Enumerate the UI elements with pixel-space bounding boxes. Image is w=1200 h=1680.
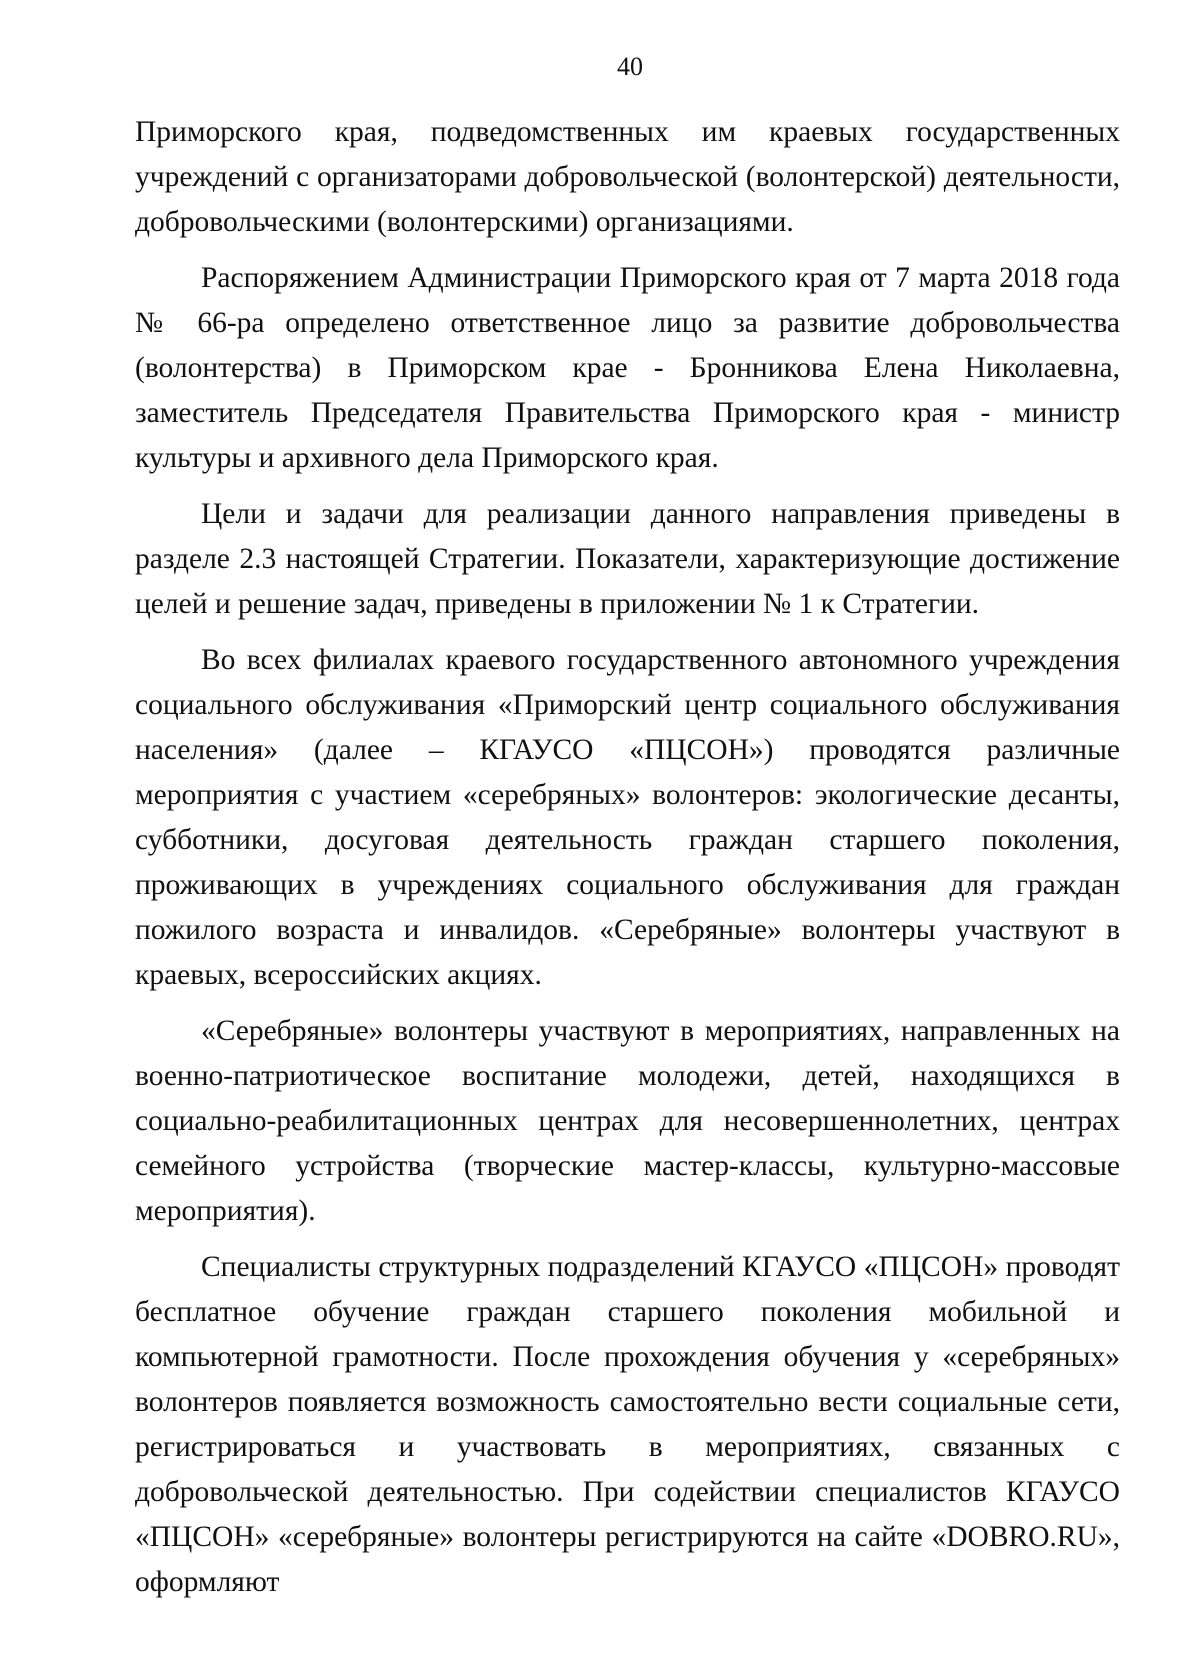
document-body — [135, 110, 1120, 1605]
paragraph-branches-activities: Во всех филиалах краевого государственного автономного учреждения социального обслуживания «Приморский центр социального обслуживания населения» (далее – КГАУСО «ПЦСОН») проводятся различные мероприятия с участием «серебряных» волонтеров: экологические десанты, субботники, досуговая деятельность граждан старшего поколения, проживающих в учреждениях социального обслуживания для граждан пожилого возраста и инвалидов. «Серебряные» волонтеры участвуют в краевых, всероссийских акциях. — [135, 644, 1120, 991]
paragraph-responsible-person: Распоряжением Администрации Приморского края от 7 марта 2018 года № 66-ра определено ответственное лицо за развитие добровольчества (волонтерства) в Приморском крае - Бронникова Елена Николаевна, заместитель Председателя Правительства Приморского края - министр культуры и архивного дела Приморского края. — [135, 262, 1120, 474]
paragraph-patriotic-education: «Серебряные» волонтеры участвуют в мероприятиях, направленных на военно-патриотическое воспитание молодежи, детей, находящихся в социально-реабилитационных центрах для несовершеннолетних, центрах семейного устройства (творческие мастер-классы, культурно-массовые мероприятия). — [135, 1015, 1120, 1227]
page-number: 40 — [617, 52, 643, 81]
paragraph-continuation: Приморского края, подведомственных им краевых государственных учреждений с организаторами добровольческой (волонтерской) деятельности, добровольческими (волонтерскими) организациями. — [135, 116, 1120, 238]
paragraph-digital-literacy: Специалисты структурных подразделений КГАУСО «ПЦСОН» проводят бесплатное обучение граждан старшего поколения мобильной и компьютерной грамотности. После прохождения обучения у «серебряных» волонтеров появляется возможность самостоятельно вести социальные сети, регистрироваться и участвовать в мероприятиях, связанных с добровольческой деятельностью. При содействии специалистов КГАУСО «ПЦСОН» «серебряные» волонтеры регистрируются на сайте «DOBRO.RU», оформляют — [135, 1251, 1120, 1598]
paragraph-goals: Цели и задачи для реализации данного направления приведены в разделе 2.3 настоящей Стратегии. Показатели, характеризующие достижение целей и решение задач, приведены в приложении № 1 к Стратегии. — [135, 498, 1120, 620]
